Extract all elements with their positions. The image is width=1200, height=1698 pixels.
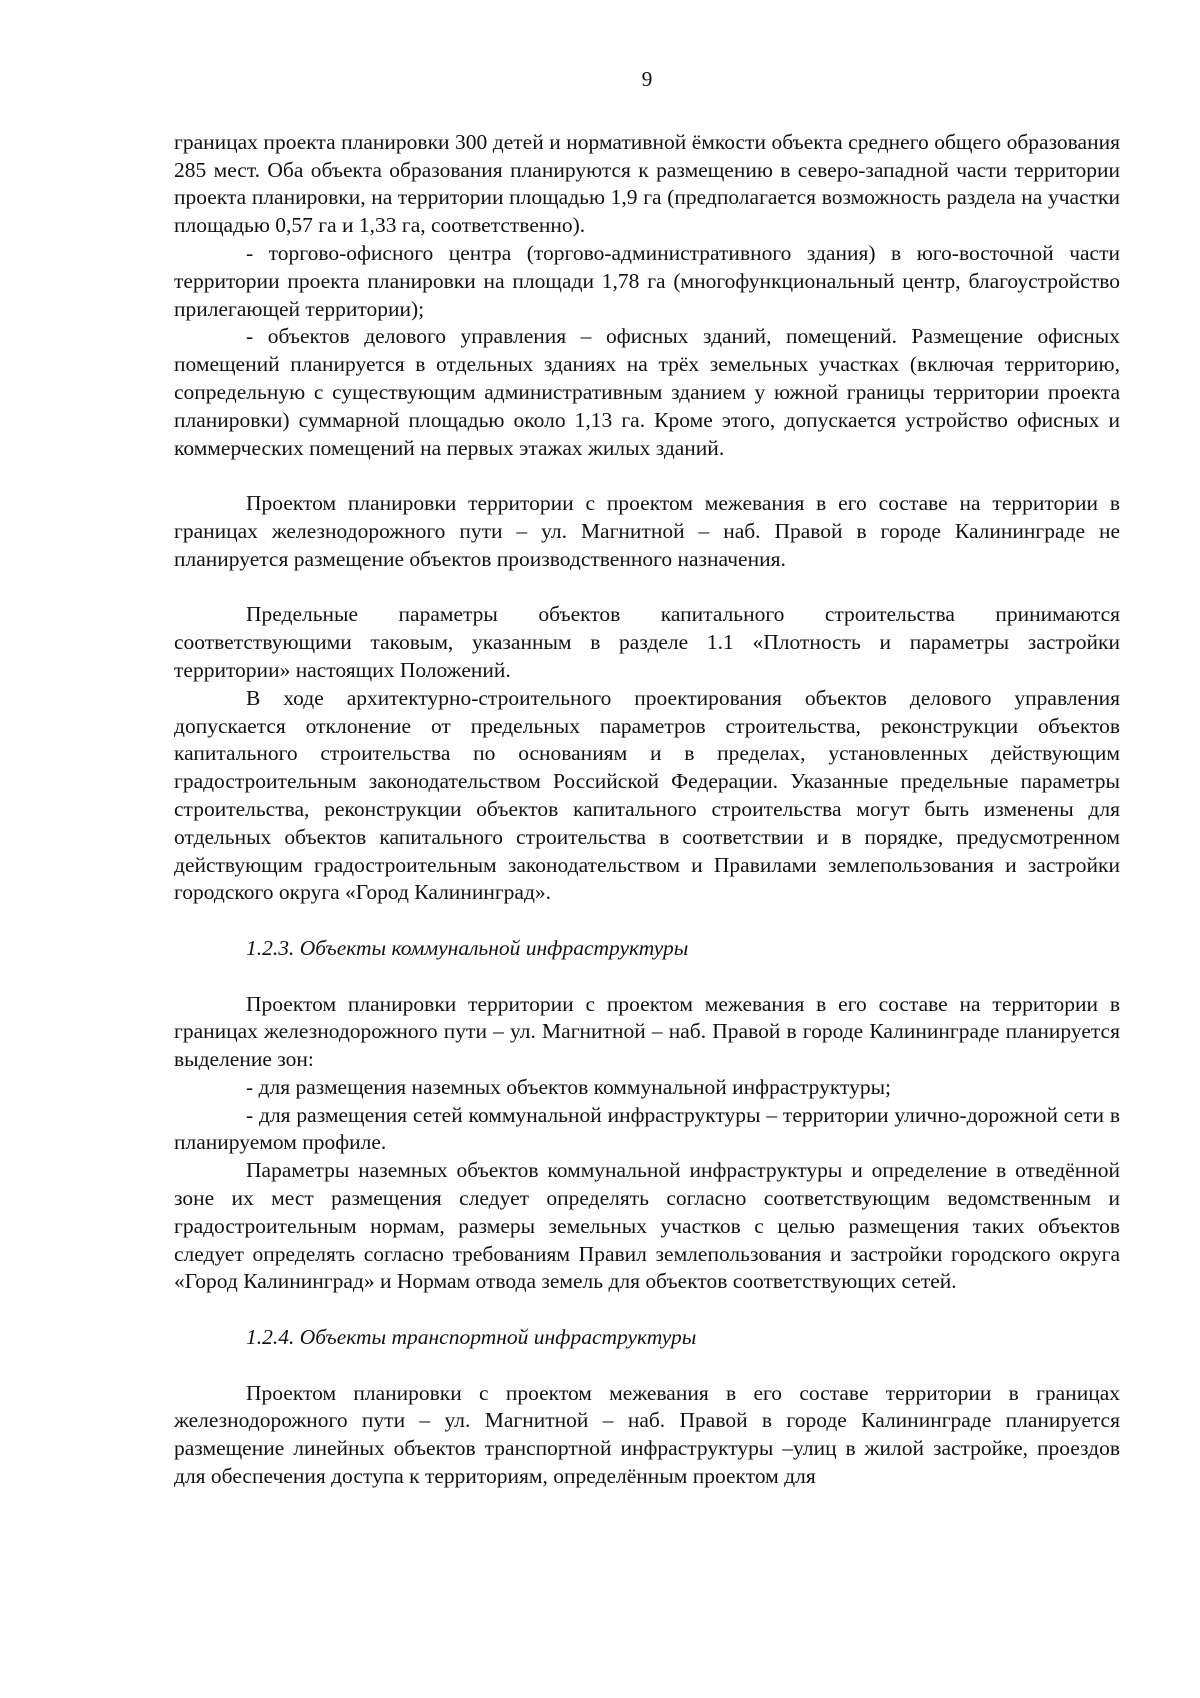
spacer: [174, 1296, 1120, 1324]
paragraph-limits-1: Предельные параметры объектов капитального строительства принимаются соответствующими таковым, указанным в разделе 1.1 «Плотность и параметры застройки территории» настоящих Положений.: [174, 602, 1120, 682]
paragraph-trade-office-center: - торгово-офисного центра (торгово-административного здания) в юго-восточной части территории проекта планировки на площади 1,78 га (многофункциональный центр, благоустройство прилегающей территории);: [174, 240, 1120, 321]
section-heading-transport: 1.2.4. Объекты транспортной инфраструктуры: [246, 1325, 697, 1350]
paragraph-utilities-networks: - для размещения сетей коммунальной инфраструктуры – территории улично-дорожной сети в планируемом профиле.: [174, 1102, 1120, 1155]
paragraph-utilities-parameters: Параметры наземных объектов коммунальной инфраструктуры и определение в отведённой зоне их мест размещения следует определять согласно соответствующим ведомственным и градостроительным нормам, размеры земельных участков с целью размещения таких объектов следует определять согласно требованиям Правил землепользования и застройки городского округа «Город Калининград» и Нормам отвода земель для объектов соответствующих сетей.: [174, 1158, 1120, 1294]
page-number: 9: [641, 67, 653, 91]
spacer: [174, 907, 1120, 935]
paragraph-production: Проектом планировки территории с проектом межевания в его составе на территории в границах железнодорожного пути – ул. Магнитной – наб. Правой в городе Калининграде не планируется размещение объектов производственного назначения.: [174, 491, 1120, 571]
spacer: [174, 1352, 1120, 1380]
paragraph-schools: границах проекта планировки 300 детей и нормативной ёмкости объекта среднего общего образования 285 мест. Оба объекта образования планируются к размещению в северо-западной части территории проекта планировки, на территории площадью 1,9 га (предполагается возможность раздела на участки площадью 0,57 га и 1,33 га, соответственно).: [174, 129, 1120, 238]
paragraph-utilities-zones: Проектом планировки территории с проектом межевания в его составе на территории в границах железнодорожного пути – ул. Магнитной – наб. Правой в городе Калининграде планируется выделение зон:: [174, 991, 1120, 1072]
spacer: [174, 574, 1120, 602]
paragraph-business-objects: - объектов делового управления – офисных зданий, помещений. Размещение офисных помещений планируется в отдельных зданиях на трёх земельных участках (включая территорию, сопредельную с существующим административным зданием у южной границы территории проекта планировки) суммарной площадью около 1,13 га. Кроме этого, допускается устройство офисных и коммерческих помещений на первых этажах жилых зданий.: [174, 324, 1120, 460]
paragraph-limits-2: В ходе архитектурно-строительного проектирования объектов делового управления допускается отклонение от предельных параметров строительства, реконструкции объектов капитального строительства по основаниям и в пределах, установленных действующим градостроительным законодательством Российской Федерации. Указанные предельные параметры строительства, реконструкции объектов капитального строительства могут быть изменены для отдельных объектов капитального строительства в соответствии и в порядке, предусмотренном действующим градостроительным законодательством и Правилами землепользования и застройки городского округа «Город Калининград».: [174, 685, 1120, 905]
paragraph-transport: Проектом планировки с проектом межевания в его составе территории в границах железнодорожного пути – ул. Магнитной – наб. Правой в городе Калининграде планируется размещение линейных объектов транспортной инфраструктуры –улиц в жилой застройке, проездов для обеспечения доступа к территориям, определённым проектом для: [174, 1380, 1120, 1489]
spacer: [174, 462, 1120, 490]
section-heading-utilities: 1.2.3. Объекты коммунальной инфраструктуры: [246, 935, 689, 960]
spacer: [174, 963, 1120, 991]
paragraph-utilities-ground: - для размещения наземных объектов коммунальной инфраструктуры;: [246, 1074, 892, 1099]
